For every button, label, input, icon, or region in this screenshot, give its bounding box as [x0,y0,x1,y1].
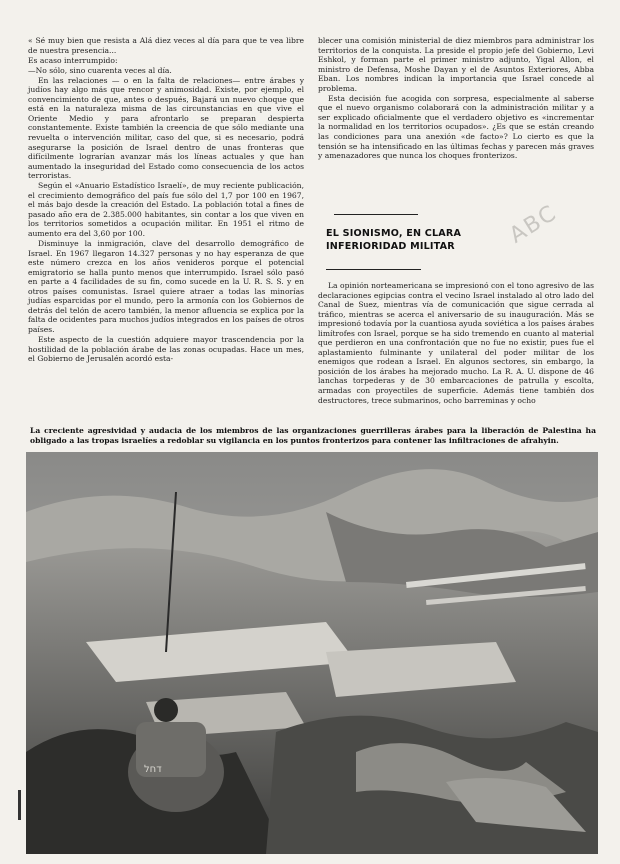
section-heading: EL SIONISMO, EN CLARA INFERIORIDAD MILITAR [326,228,462,252]
left-text-column [28,36,304,364]
paragraph: Disminuye la inmigración, clave del desarrollo demográfico de Israel. En 1967 llegaron 14.327 personas y no hay esperanza de que este número crezca en los años venideros porque el potencial emigratorio se halla punto menos que interrumpido. Israel sólo pasó en parte a 4 facilidades de su fin, como sucede en la U. R. S. S. y en otros países comunistas. Israel quiere atraer a todas las minorías judías esparcidas por el mundo, pero la armonía con los Gobiernos de detrás del telón de acero también, la menor afluencia se explica por la falta de ocidentes para muchos judíos integrados en los países de otros países. [28,238,304,334]
margin-mark [18,790,21,820]
abc-watermark: ABC [505,200,562,249]
right-text-column-top [318,36,594,161]
section-rule-top [334,214,418,215]
paragraph: Es acaso interrumpido: [28,55,118,65]
right-text-column-bottom [318,281,594,406]
paragraph: « Sé muy bien que resista a Alá diez veces al día para que te vea libre de nuestra presencia... [28,36,304,55]
photograph-image [26,452,598,854]
paragraph: Este aspecto de la cuestión adquiere mayor trascendencia por la hostilidad de la población árabe de las zonas ocupadas. Hace un mes, el Gobierno de Jerusalén acordó esta- [28,334,304,364]
paragraph: blecer una comisión ministerial de diez miembros para administrar los territorios de la conquista. La preside el propio jefe del Gobierno, Levi Eshkol, y forman parte el primer ministro adjunto, Yigal Allon, el ministro de Defensa, Moshe Dayan y el de Asuntos Exteriores, Abba Eban. Los nombres indican la importancia que Israel concede al problema. [318,36,594,93]
paragraph: Según el «Anuario Estadístico Israelí», de muy reciente publicación, el crecimiento demográfico del país fue sólo del 1,7 por 100 en 1967, el más bajo desde la creación del Estado. La población total a fines de pasado año era de 2.385.000 habitantes, sin contar a los que viven en los territorios sometidos a ocupación militar. En 1951 el ritmo de aumento era del 3,60 por 100. [28,181,304,238]
tank-marking: דחל [144,764,162,775]
paragraph: —No sólo, sino cuarenta veces al día. [28,65,172,75]
paragraph: Esta decisión fue acogida con sorpresa, especialmente al saberse que el nuevo organismo colaborará con la administración militar y a ser explicado oficialmente que el verdadero objetivo es «incrementar la normalidad en los territorios ocupados». ¿Es que se están creando las condiciones para una anexión «de facto»? Lo cierto es que la tensión se ha intensificado en las últimas fechas y parecen más graves y amenazadores que nunca los choques fronterizos. [318,93,594,161]
section-rule-bottom [326,269,421,270]
photo-caption: La creciente agresividad y audacia de los miembros de las organizaciones guerrilleras árabes para la liberación de Palestina ha obligado a las tropas israelíes a redoblar su vigilancia en los puntos fronterizos para contener las infiltraciones de afrahyin. [30,426,596,445]
paragraph: En las relaciones — o en la falta de relaciones— entre árabes y judíos hay algo más que rencor y animosidad. Existe, por ejemplo, el convencimiento de que, antes o después, Bajará un nuevo choque que está en la naturaleza misma de las circunstancias en que vive el Oriente Medio y para afrontarlo se preparan despierta constantemente. Existe también la creencia de que sólo mediante una revuelta o intervención militar, caso del que, si es necesario, podrá asegurarse la posición de Israel dentro de unas fronteras que difícilmente lograrían avanzar más los líneas actuales y que han aumentado la inseguridad del Estado como consecuencia de los actos terroristas. [28,75,304,181]
paragraph: La opinión norteamericana se impresionó con el tono agresivo de las declaraciones egipcias contra el vecino Israel instalado al otro lado del Canal de Suez, mientras vía de comunicación que sigue cerrada al tráfico, mientras se acerca el aniversario de su inauguración. Más se impresionó todavía por la cuantiosa ayuda soviética a los países árabes limítrofes con Israel, porque se ha sido tremendo en cuanto al material que perdieron en una confrontación que no fue no existir, pues fue el aplastamiento fulminante y unilateral del poder militar de los enemigos que rodean a Israel. En algunos sectores, sin embargo, la posición de los árabes ha mejorado mucho. La R. A. U. dispone de 46 lanchas torpederas y de 30 embarcaciones de patrulla y escolta, armadas con proyectiles de superficie. Además tiene también dos destructores, trece submarinos, ocho barreminas y ocho [318,281,594,405]
photo-illustration [26,452,598,854]
